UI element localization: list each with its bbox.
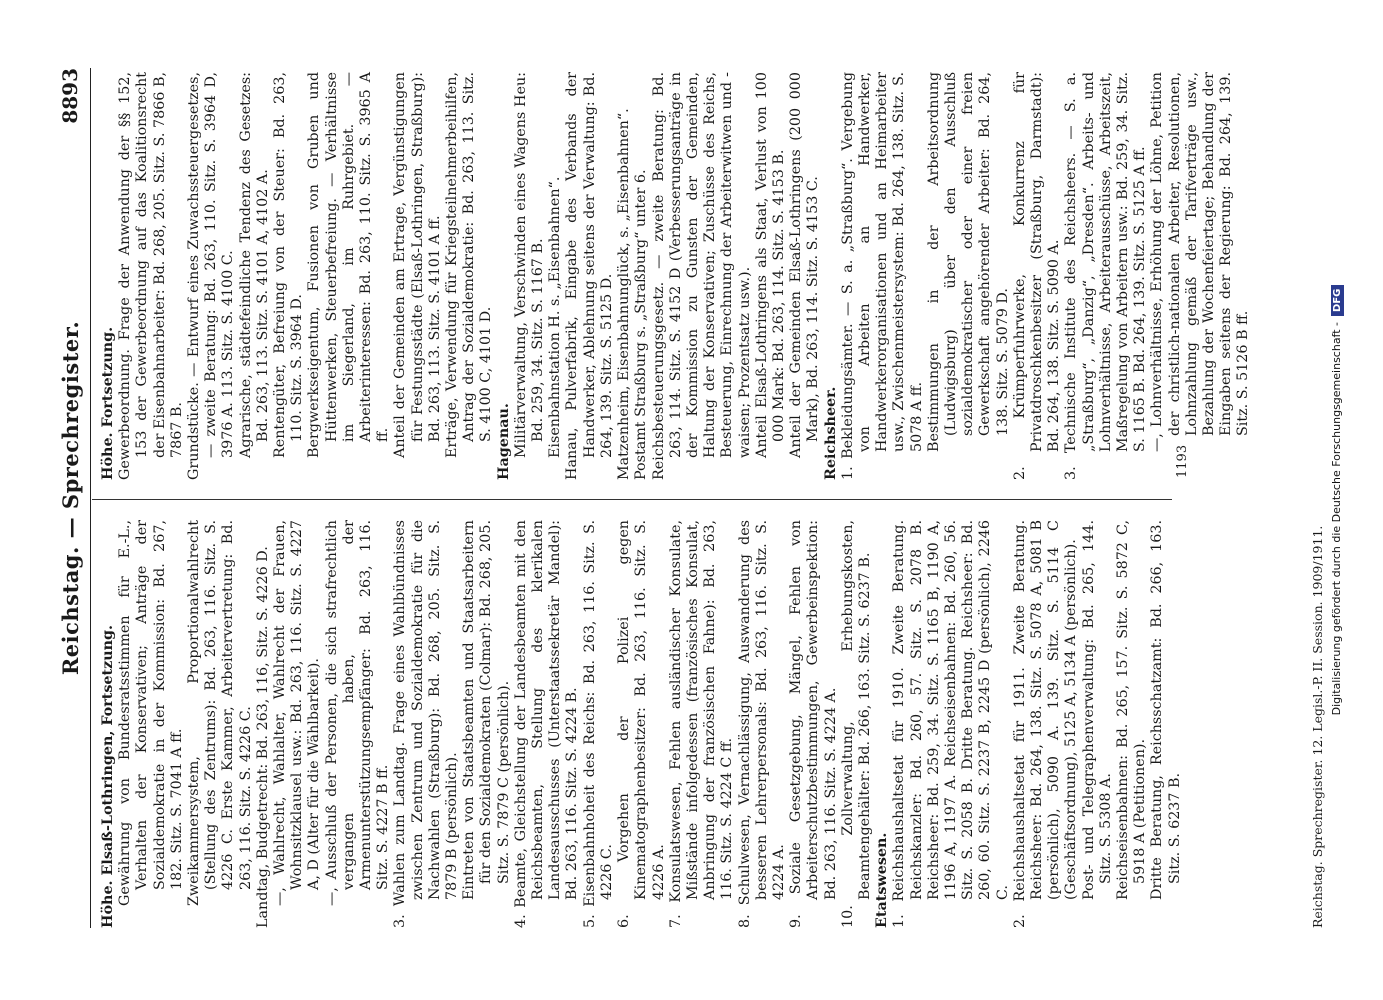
bottom-page-number: 1193: [1175, 444, 1190, 478]
entry: —, Lohnverhältnisse, Erhöhung der Löhne, Petition der christlich-nationalen Arbeiter, Resolutionen, Lohnzahlung gemäß der Tarifverträge usw., Bezahlung der Wochenfeiertage; Behandlung der Eingaben seitens der Regierung: Bd. 264, 139. Sitz. S. 5126 B ff.: [1149, 72, 1252, 452]
entry: Agrarische, städtefeindliche Tendenz des Gesetzes: Bd. 263, 113. Sitz. S. 4101 A, 4102 A.: [237, 72, 271, 458]
entry: —, Wahlrecht, Wahlalter, Wahlrecht der Frauen, Wohnsitzklausel usw.: Bd. 263, 116. Sitz. S. 4227 A, D (Alter für die Wählbarkeit).: [272, 520, 323, 906]
entry: Zweikammersystem, Proportionalwahlrecht (Stellung des Zentrums): Bd. 263, 116. Sitz. S. 4226 C. Erste Kammer, Arbeitervertretung: Bd. 263, 116. Sitz. S. 4226 C.: [186, 520, 254, 906]
entry: 8. Schulwesen, Vernachlässigung, Auswanderung des besseren Lehrerpersonals: Bd. 263, 116. Sitz. S. 4224 A.: [736, 520, 787, 928]
entry: 3. Technische Institute des Reichsheers. — S. a. „Straßburg“, „Danzig“, „Dresden“. Arbeits- und Lohnverhältnisse, Arbeiterausschüsse, Arbeitszeit, Maßregelung von Arbeitern usw.: Bd. 259, 34. Sitz. S. 1165 B. Bd. 264, 139. Sitz. S. 5125 A ff.: [1063, 72, 1149, 480]
stamp-text: Digitalisierung gefördert durch die Deutsche Forschungsgemeinschaft -: [1330, 321, 1343, 716]
entry: 9. Soziale Gesetzgebung, Mängel, Fehlen von Arbeiterschutzbestimmungen, Gewerbeinspektion: Bd. 263, 116. Sitz. S. 4224 A.: [788, 520, 839, 928]
entry: Anteil der Gemeinden am Ertrage, Vergünstigungen für Festungsstädte (Elsaß-Lothringen, Straßburg): Bd. 263, 113. Sitz. S. 4101 A ff.: [392, 72, 443, 458]
entry: Anteil der Gemeinden Elsaß-Lothringens (200 000 Mark), Bd. 263, 114. Sitz. S. 4153 C.: [788, 72, 822, 458]
page-content: [0, 68, 1383, 928]
entry: 4. Beamte, Gleichstellung der Landesbeamten mit den Reichsbeamten, Stellung des klerikalen Landesausschusses (Unterstaatssekretär Mandel): Bd. 263, 116. Sitz. S. 4224 B.: [512, 520, 581, 928]
right-column: [100, 72, 1253, 480]
left-column: [100, 520, 1184, 928]
entry: 5. Eisenbahnhoheit des Reichs: Bd. 263, 116. Sitz. S. 4226 C.: [581, 520, 615, 928]
entry: Gewährung von Bundesratsstimmen für E.-L., Verhalten der Konservativen; Anträge der Sozialdemokratie in der Kommission: Bd. 267, 182. Sitz. S. 7041 A ff.: [117, 520, 185, 906]
entry: 1. Reichshaushaltsetat für 1910. Zweite Beratung. Reichskanzler: Bd. 260, 57. Sitz. S. 2078 B. Reichsheer: Bd. 259, 34. Sitz. S. 1165 B, 1190 A, 1196 A, 1197 A. Reichseisenbahnen: Bd. 260, 56. Sitz. S. 2058 B. Dritte Beratung. Reichsheer: Bd. 260, 60. Sitz. S. 2237 B, 2245 D (persönlich), 2246 C.: [891, 520, 1011, 928]
entry: Bergwerkseigentum, Fusionen von Gruben und Hüttenwerken, Steuerbefreiung. — Verhältnisse im Siegerland, im Ruhrgebiet. — Arbeiterinteressen: Bd. 263, 110. Sitz. S. 3965 A ff.: [306, 72, 392, 458]
digitization-stamp: [1330, 0, 1344, 1000]
entry: 6. Vorgehen der Polizei gegen Kinematographenbesitzer: Bd. 263, 116. Sitz. S. 4226 A.: [616, 520, 667, 928]
entry: 1. Bekleidungsämter. — S. a. „Straßburg“. Vergebung von Arbeiten an Handwerker, Handwerkerorganisationen und an Heimarbeiter usw., Zwischenmeistersystem: Bd. 264, 138. Sitz. S. 5078 A ff.: [839, 72, 925, 480]
entry: Landtag, Budgetrecht: Bd. 263, 116, Sitz. S. 4226 D.: [254, 546, 271, 928]
entry: Bestimmungen in der Arbeitsordnung (Ludwigsburg) über den Ausschluß sozialdemokratischer oder einer freien Gewerkschaft angehörender Arbeiter: Bd. 264, 138. Sitz. S. 5079 D.: [925, 72, 1011, 452]
page-number: 8893: [58, 68, 82, 124]
entry: 3. Wahlen zum Landtag. Frage eines Wahlbündnisses zwischen Zentrum und Sozialdemokratie für die Nachwahlen (Straßburg): Bd. 268, 205. Sitz. S. 7879 B (persönlich).: [392, 520, 461, 928]
column-divider: [92, 499, 1172, 500]
entry: Erträge, Verwendung für Kriegsteilnehmerbeihilfen, Antrag der Sozialdemokratie: Bd. 263, 113. Sitz. S. 4100 C, 4101 D.: [444, 72, 495, 458]
entry: 7. Konsulatswesen, Fehlen ausländischer Konsulate, Mißstände infolgedessen (französisches Konsulat, Anbringung der französischen Fahne): Bd. 263, 116. Sitz. S. 4224 C ff.: [667, 520, 736, 928]
entry: Matzenheim, Eisenbahnunglück, s. „Eisenbahnen“.: [616, 108, 633, 480]
entry: 2. Krümperfuhrwerke, Konkurrenz für Privatdroschkenbesitzer (Straßburg, Darmstadt): Bd. 264, 138. Sitz. S. 5090 A.: [1011, 72, 1063, 480]
entry: Militärverwaltung, Verschwinden eines Wagens Heu: Bd. 259, 34. Sitz. S. 1167 B.: [512, 72, 547, 458]
entry: Post- und Telegraphenverwaltung: Bd. 265, 144. Sitz. S. 5308 A.: [1080, 520, 1114, 900]
entry: Dritte Beratung, Reichsschatzamt: Bd. 266, 163. Sitz. S. 6237 B.: [1149, 520, 1183, 900]
entry: Reichsbesteuerungsgesetz. — zweite Beratung: Bd. 263, 114. Sitz. S. 4152 D (Verbesserungsanträge in der Kommission zu Gunsten der Gemeinden, Haltung der Konservativen; Zuschüsse des Reichs, Besteuerung, Einrechnung der Arbeiterwitwen und -waisen; Prozentsatz usw.).: [650, 72, 753, 480]
section-heading: Etatswesen.: [874, 832, 891, 928]
entry-heading: Hagenau.: [495, 403, 512, 480]
entry-heading: Höhe. Fortsetzung.: [100, 326, 116, 480]
entry: —, Ausschluß der Personen, die sich strafrechtlich vergangen haben, der Armenunterstützungsempfänger: Bd. 263, 116. Sitz. S. 4227 B ff.: [323, 520, 392, 906]
entry: Eintreten von Staatsbeamten und Staatsarbeitern für den Sozialdemokraten (Colmar): Bd. 268, 205. Sitz. S. 7879 C (persönlich).: [461, 520, 512, 900]
entry: Postamt Straßburg s. „Straßburg“ unter 6.: [633, 169, 650, 480]
entry-heading: Höhe. Elsaß-Lothringen, Fortsetzung.: [100, 625, 116, 928]
entry: 2. Reichshaushaltsetat für 1911. Zweite Beratung. Reichsheer: Bd. 264, 138. Sitz. S. 5078 A, 5081 B (persönlich), 5090 A. 139. Sitz. S. 5114 C (Geschäftsordnung), 5125 A, 5134 A (persönlich).: [1011, 520, 1080, 928]
entry: Grundstücke. — Entwurf eines Zuwachssteuergesetzes, — zweite Beratung: Bd. 263, 110. Sitz. S. 3964 D, 3976 A. 113. Sitz. S. 4100 C.: [186, 72, 237, 480]
running-title: Reichstag. — Sprechregister.: [58, 320, 83, 676]
entry: Anteil Elsaß-Lothringens als Staat, Verlust von 100 000 Mark: Bd. 263, 114. Sitz. S. 4153 B.: [753, 72, 787, 458]
page-footer: Reichstag. Sprechregister. 12. Legisl.-P. II. Session. 1909/1911.: [1310, 525, 1325, 928]
page-header: [58, 68, 88, 928]
entry-heading: Reichsheer.: [822, 386, 839, 480]
entry: Gewerbeordnung. Frage der Anwendung der §§ 152, 153 der Gewerbeordnung auf das Koalitionsrecht der Eisenbahnarbeiter: Bd. 268, 205. Sitz. S. 7866 B, 7867 B.: [117, 72, 185, 480]
entry: Eisenbahnstation H. s. „Eisenbahnen“.: [547, 176, 564, 458]
entry: 10. Zollverwaltung, Erhebungskosten, Beamtengehälter: Bd. 266, 163. Sitz. S. 6237 B.: [839, 520, 873, 928]
dfg-logo: DFG: [1331, 285, 1344, 316]
entry: Rentengüter, Befreiung von der Steuer: Bd. 263, 110. Sitz. S. 3964 D.: [272, 72, 306, 458]
entry: Reichseisenbahnen: Bd. 265, 157. Sitz. S. 5872 C, 5918 A (Petitionen).: [1114, 520, 1149, 900]
header-rule: [90, 68, 91, 928]
entry: Hanau, Pulverfabrik, Eingabe des Verbands der Handwerker, Ablehnung seitens der Verwaltung: Bd. 264, 139. Sitz. S. 5125 D.: [564, 72, 615, 480]
